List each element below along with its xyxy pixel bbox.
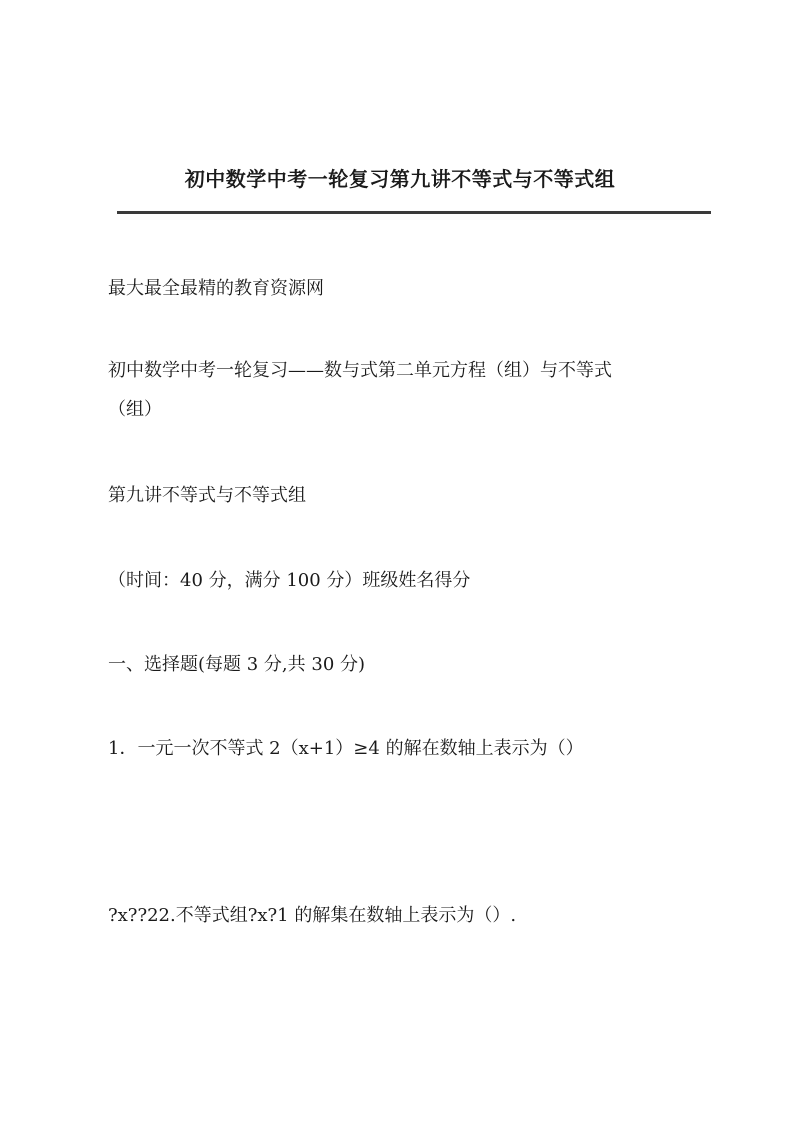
subtitle-line-2: （组） <box>108 399 162 420</box>
page-title: 初中数学中考一轮复习第九讲不等式与不等式组 <box>184 167 616 191</box>
question-2: ?x??22.不等式组?x?1 的解集在数轴上表示为（）. <box>108 905 517 926</box>
question-1: 1．一元一次不等式 2（x+1）≥4 的解在数轴上表示为（） <box>108 738 584 759</box>
subtitle-line-1: 初中数学中考一轮复习——数与式第二单元方程（组）与不等式 <box>108 360 612 381</box>
section-heading: 一、选择题(每题 3 分,共 30 分) <box>108 654 366 675</box>
lecture-heading: 第九讲不等式与不等式组 <box>108 485 306 506</box>
exam-info: （时间：40 分，满分 100 分）班级姓名得分 <box>108 570 471 591</box>
website-line: 最大最全最精的教育资源网 <box>108 278 324 299</box>
title-divider <box>117 211 711 214</box>
